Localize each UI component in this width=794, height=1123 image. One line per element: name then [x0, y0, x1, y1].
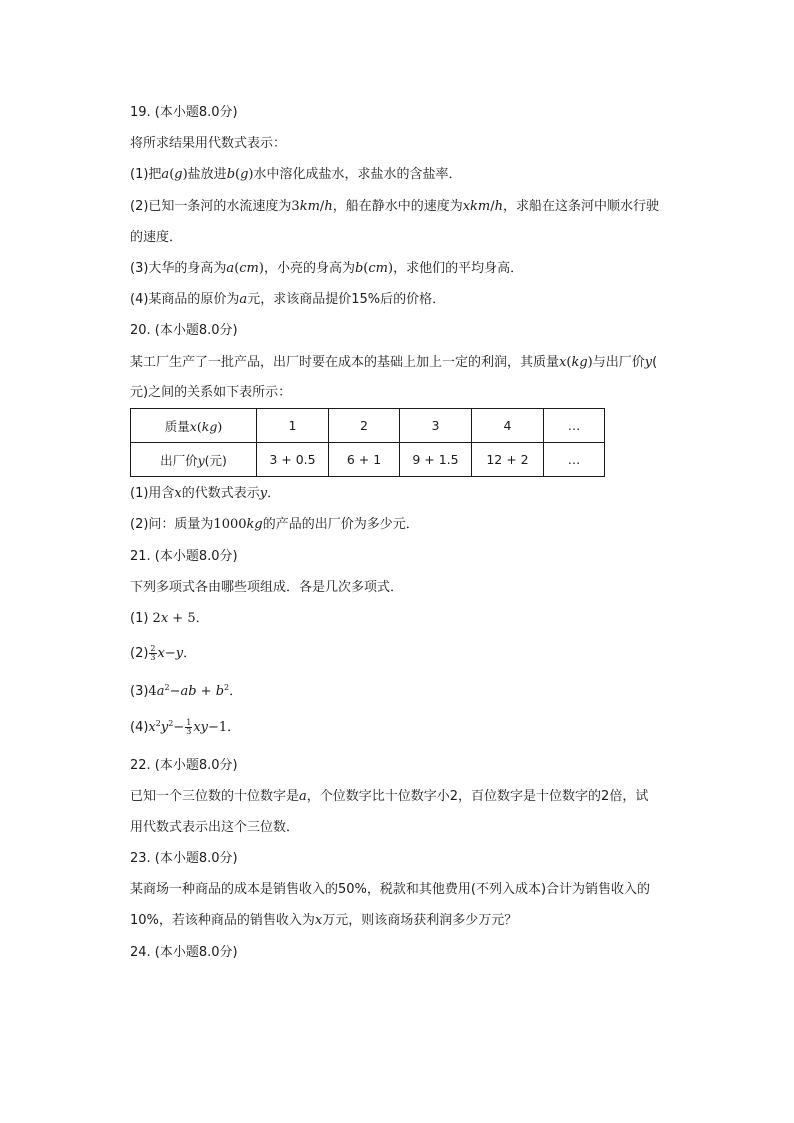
- price-cell: 9 + 1.5: [400, 443, 472, 477]
- mass-cell: 4: [472, 409, 544, 443]
- q23-line1: 某商场一种商品的成本是销售收入的50%，税款和其他费用(不列入成本)合计为销售收入的: [130, 882, 651, 897]
- q22-line1: 已知一个三位数的十位数字是a，个位数字比十位数字小2，百位数字是十位数字的2倍，试: [130, 789, 649, 804]
- q22-header: 22. (本小题8.0分): [130, 758, 238, 773]
- mass-cell: 3: [400, 409, 472, 443]
- q21-header: 21. (本小题8.0分): [130, 549, 238, 564]
- q21-part3: $(3)4a^2-ab + b^2$．: [130, 683, 243, 699]
- q20-part2: (2)问：质量为1000kg的产品的出厂价为多少元．: [130, 517, 419, 532]
- q20-part1: (1)用含x的代数式表示y．: [130, 486, 281, 501]
- q19-part4: (4)某商品的原价为a元，求该商品提价15%后的价格．: [130, 292, 446, 307]
- q22-line2: 用代数式表示出这个三位数．: [130, 820, 300, 835]
- table-row-price: [131, 443, 605, 477]
- table-row-mass: [131, 409, 605, 443]
- q19-header: 19. (本小题8.0分): [130, 105, 238, 120]
- row-label-price: 出厂价y(元): [131, 443, 257, 477]
- mass-cell: 1: [257, 409, 329, 443]
- price-cell: …: [544, 443, 605, 477]
- price-cell: 12 + 2: [472, 443, 544, 477]
- row-label-mass: 质量x(kg): [131, 409, 257, 443]
- fraction: $\frac{2}{3}$: [150, 644, 156, 662]
- q21-part4: $(4)x^2y^2-$ $\frac{1}{3}$ xy−1．: [130, 718, 241, 736]
- q20-intro-line2: 元)之间的关系如下表所示：: [130, 385, 292, 400]
- q20-header: 20. (本小题8.0分): [130, 323, 238, 338]
- q19-part2-line1: (2)已知一条河的水流速度为3km/h，船在静水中的速度为xkm/h，求船在这条河中顺水行驶: [130, 199, 660, 214]
- q24-header: 24. (本小题8.0分): [130, 945, 238, 960]
- price-cell: 6 + 1: [329, 443, 400, 477]
- q19-intro: 将所求结果用代数式表示：: [130, 136, 287, 151]
- q23-header: 23. (本小题8.0分): [130, 851, 238, 866]
- q20-intro-line1: 某工厂生产了一批产品，出厂时要在成本的基础上加上一定的利润，其质量x(kg)与出厂价y(: [130, 355, 658, 370]
- q19-part1: (1)把a(g)盐放进b(g)水中溶化成盐水，求盐水的含盐率．: [130, 167, 462, 182]
- mass-cell: …: [544, 409, 605, 443]
- q21-part1: (1) 2x + 5．: [130, 611, 209, 626]
- q21-part2: (2) $\frac{2}{3}$ x−y．: [130, 644, 197, 662]
- price-table: [130, 408, 605, 477]
- fraction: $\frac{1}{3}$: [186, 718, 192, 736]
- q21-intro: 下列多项式各由哪些项组成．各是几次多项式．: [130, 580, 404, 595]
- mass-cell: 2: [329, 409, 400, 443]
- price-cell: 3 + 0.5: [257, 443, 329, 477]
- q23-line2: 10%，若该种商品的销售收入为x万元，则该商场获利润多少万元？: [130, 913, 518, 928]
- q19-part2-line2: 的速度．: [130, 230, 183, 245]
- q19-part3: (3)大华的身高为a(cm)，小亮的身高为b(cm)，求他们的平均身高．: [130, 261, 524, 276]
